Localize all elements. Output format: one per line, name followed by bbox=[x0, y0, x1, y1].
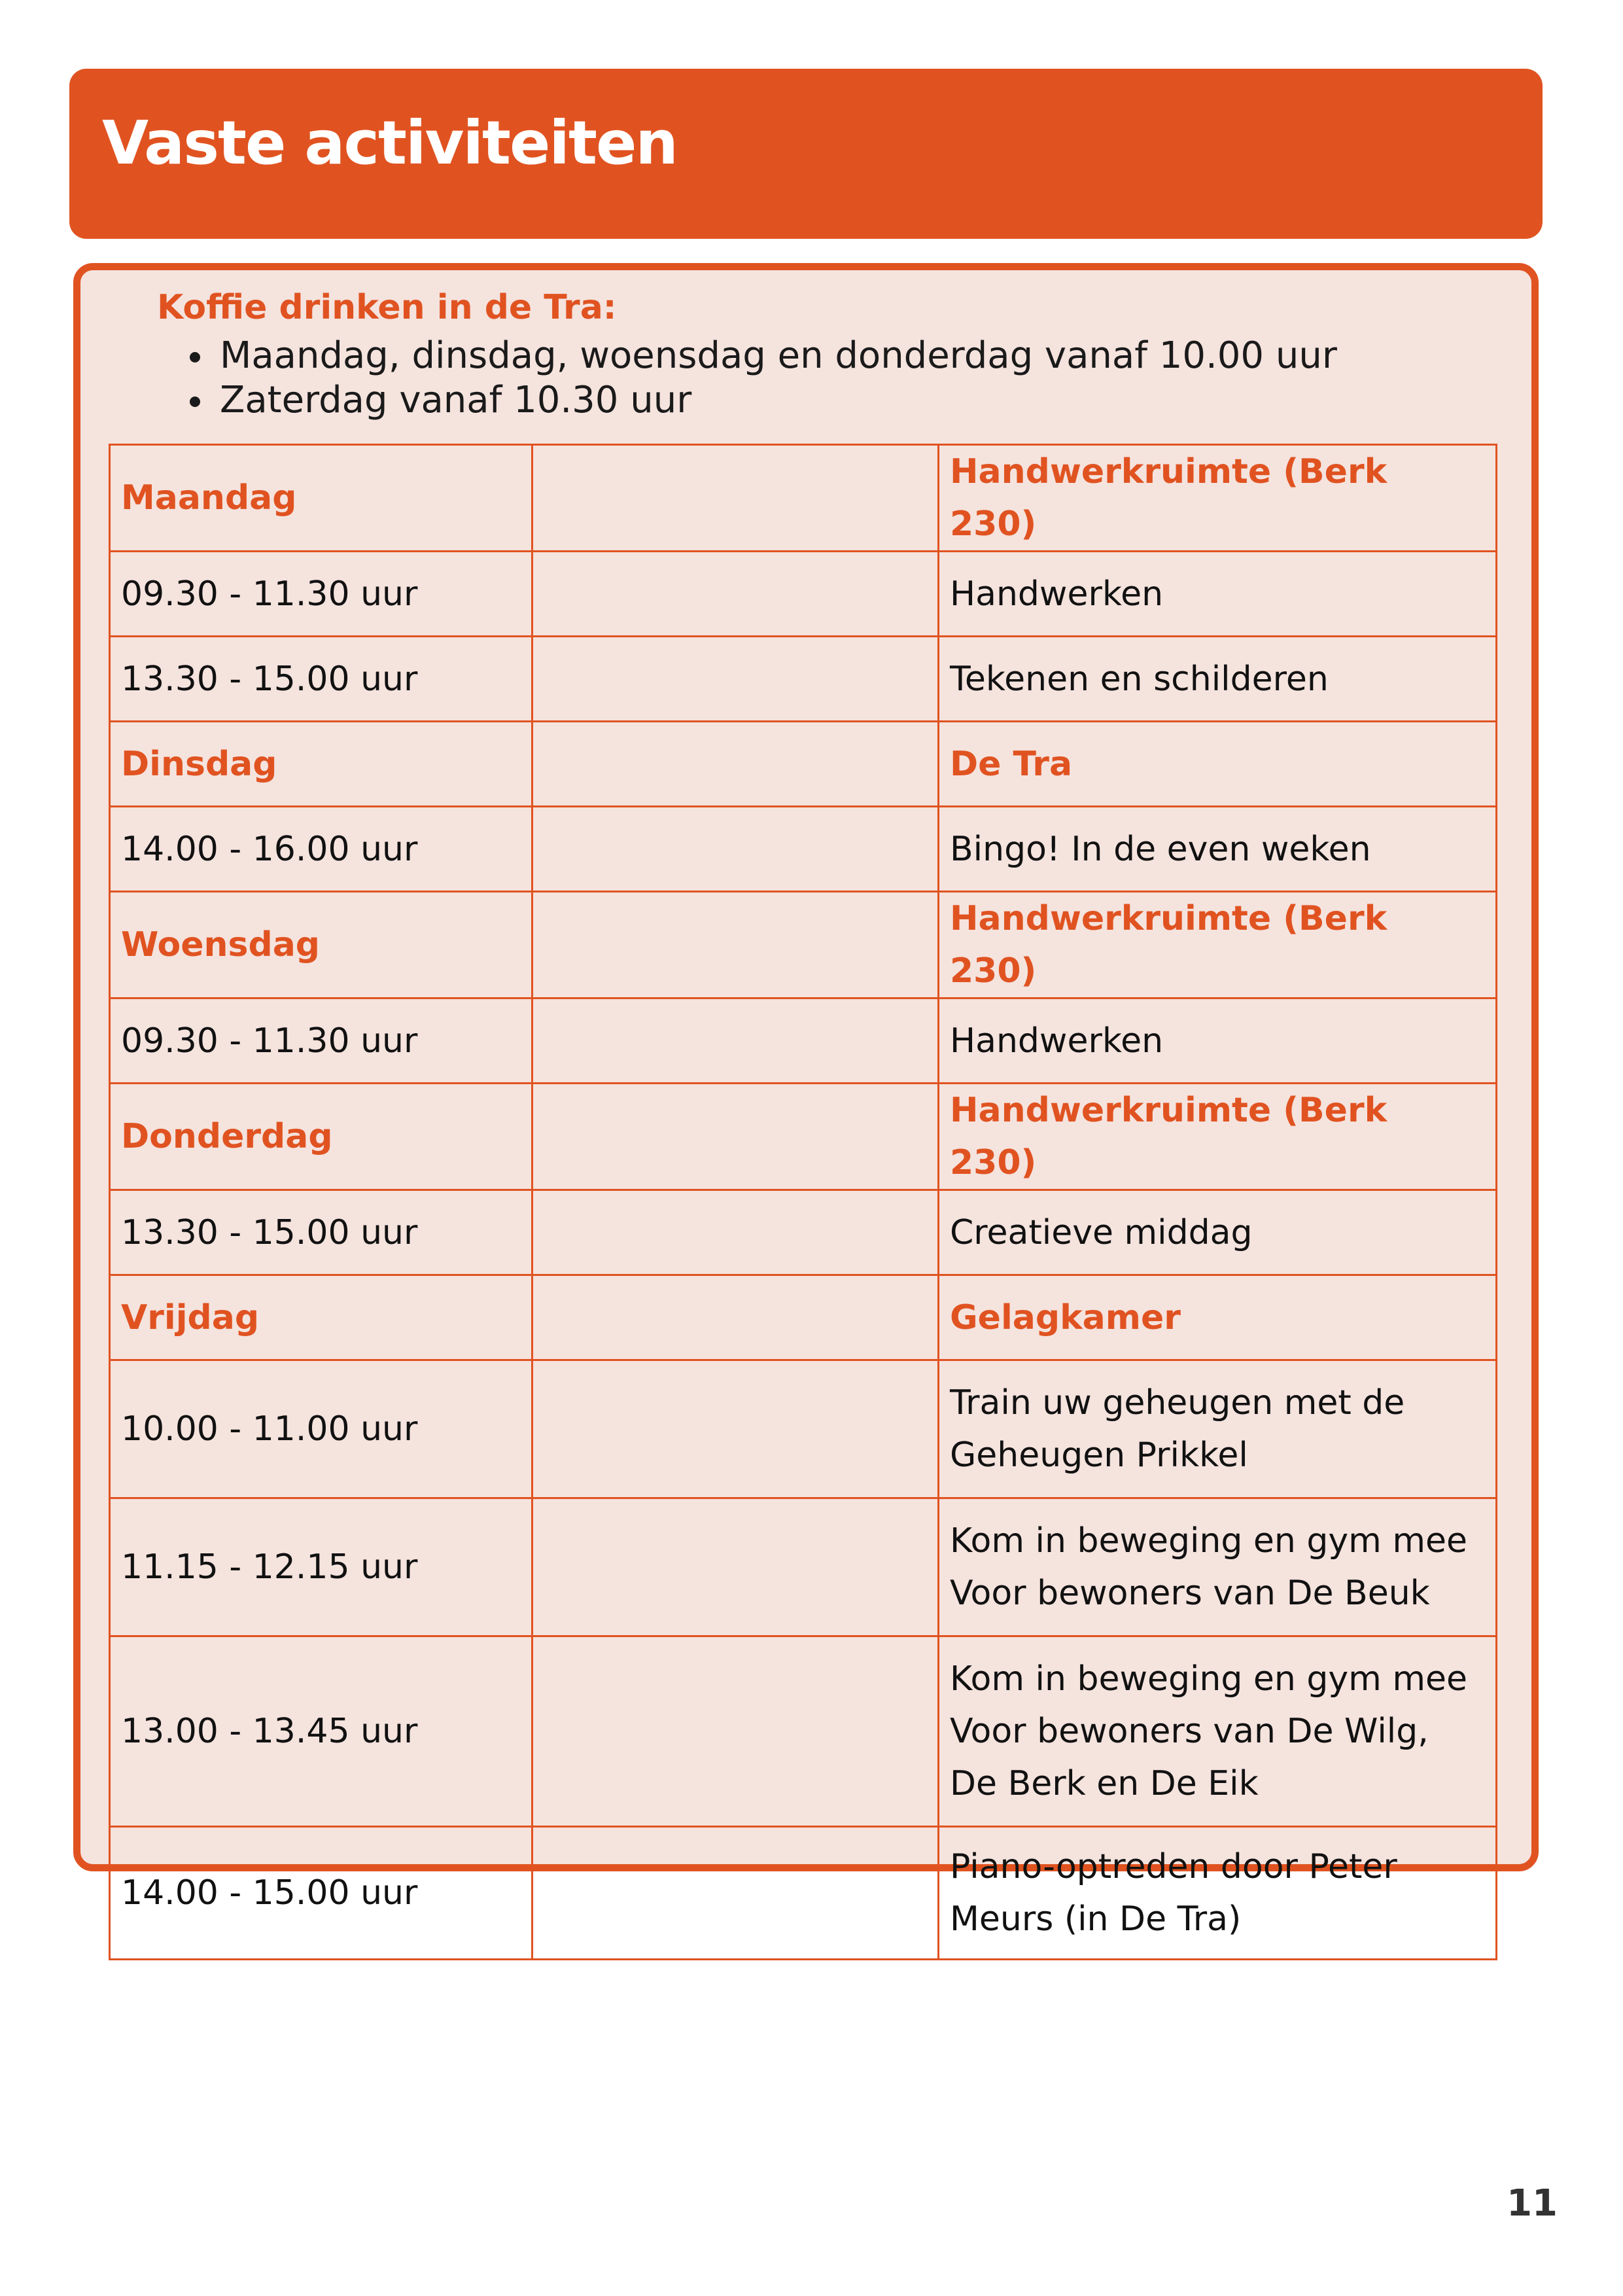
location-cell: Handwerkruimte (Berk 230) bbox=[939, 892, 1497, 998]
table-row bbox=[110, 1360, 1497, 1498]
empty-cell bbox=[532, 1360, 939, 1498]
empty-cell bbox=[532, 1190, 939, 1275]
table-row bbox=[110, 1190, 1497, 1275]
time-cell: 11.15 - 12.15 uur bbox=[110, 1498, 532, 1636]
table-row bbox=[110, 1636, 1497, 1827]
empty-cell bbox=[532, 722, 939, 807]
activity-cell: Creatieve middag bbox=[939, 1190, 1497, 1275]
time-cell: 09.30 - 11.30 uur bbox=[110, 998, 532, 1084]
time-cell: 10.00 - 11.00 uur bbox=[110, 1360, 532, 1498]
empty-cell bbox=[532, 1084, 939, 1190]
activity-cell: Train uw geheugen met de Geheugen Prikkel bbox=[939, 1360, 1497, 1498]
activity-cell: Handwerken bbox=[939, 552, 1497, 637]
empty-cell bbox=[532, 1498, 939, 1636]
activity-cell: Kom in beweging en gym mee Voor bewoners van De Wilg, De Berk en De Eik bbox=[939, 1636, 1497, 1827]
time-cell: 14.00 - 16.00 uur bbox=[110, 807, 532, 892]
location-cell: Gelagkamer bbox=[939, 1275, 1497, 1360]
day-cell: Vrijdag bbox=[110, 1275, 532, 1360]
empty-cell bbox=[532, 637, 939, 722]
day-cell: Donderdag bbox=[110, 1084, 532, 1190]
time-cell: 09.30 - 11.30 uur bbox=[110, 552, 532, 637]
table-row bbox=[110, 637, 1497, 722]
empty-cell bbox=[532, 998, 939, 1084]
empty-cell bbox=[532, 445, 939, 552]
location-cell: Handwerkruimte (Berk 230) bbox=[939, 1084, 1497, 1190]
table-row bbox=[110, 1084, 1497, 1190]
table-row bbox=[110, 1275, 1497, 1360]
schedule-table bbox=[109, 444, 1497, 1960]
empty-cell bbox=[532, 1275, 939, 1360]
time-cell: 13.00 - 13.45 uur bbox=[110, 1636, 532, 1827]
table-row bbox=[110, 998, 1497, 1084]
coffee-list bbox=[190, 334, 1337, 423]
empty-cell bbox=[532, 552, 939, 637]
location-cell: Handwerkruimte (Berk 230) bbox=[939, 445, 1497, 552]
activity-cell: Handwerken bbox=[939, 998, 1497, 1084]
table-row bbox=[110, 1498, 1497, 1636]
time-cell: 14.00 - 15.00 uur bbox=[110, 1827, 532, 1960]
time-cell: 13.30 - 15.00 uur bbox=[110, 637, 532, 722]
table-row bbox=[110, 445, 1497, 552]
list-item: Zaterdag vanaf 10.30 uur bbox=[190, 378, 1337, 423]
page-title: Vaste activiteiten bbox=[102, 108, 677, 178]
list-item: Maandag, dinsdag, woensdag en donderdag vanaf 10.00 uur bbox=[190, 334, 1337, 378]
day-cell: Woensdag bbox=[110, 892, 532, 998]
activity-cell: Piano-optreden door Peter Meurs (in De Tra) bbox=[939, 1827, 1497, 1960]
coffee-title: Koffie drinken in de Tra: bbox=[157, 288, 617, 327]
empty-cell bbox=[532, 1827, 939, 1960]
location-cell: De Tra bbox=[939, 722, 1497, 807]
table-row bbox=[110, 807, 1497, 892]
day-cell: Dinsdag bbox=[110, 722, 532, 807]
table-row bbox=[110, 1827, 1497, 1960]
empty-cell bbox=[532, 807, 939, 892]
empty-cell bbox=[532, 892, 939, 998]
activity-cell: Bingo! In de even weken bbox=[939, 807, 1497, 892]
activity-cell: Kom in beweging en gym mee Voor bewoners van De Beuk bbox=[939, 1498, 1497, 1636]
table-row bbox=[110, 722, 1497, 807]
table-row bbox=[110, 892, 1497, 998]
activity-cell: Tekenen en schilderen bbox=[939, 637, 1497, 722]
page-number: 11 bbox=[1507, 2182, 1558, 2225]
day-cell: Maandag bbox=[110, 445, 532, 552]
empty-cell bbox=[532, 1636, 939, 1827]
time-cell: 13.30 - 15.00 uur bbox=[110, 1190, 532, 1275]
section-header bbox=[69, 69, 1543, 239]
table-row bbox=[110, 552, 1497, 637]
